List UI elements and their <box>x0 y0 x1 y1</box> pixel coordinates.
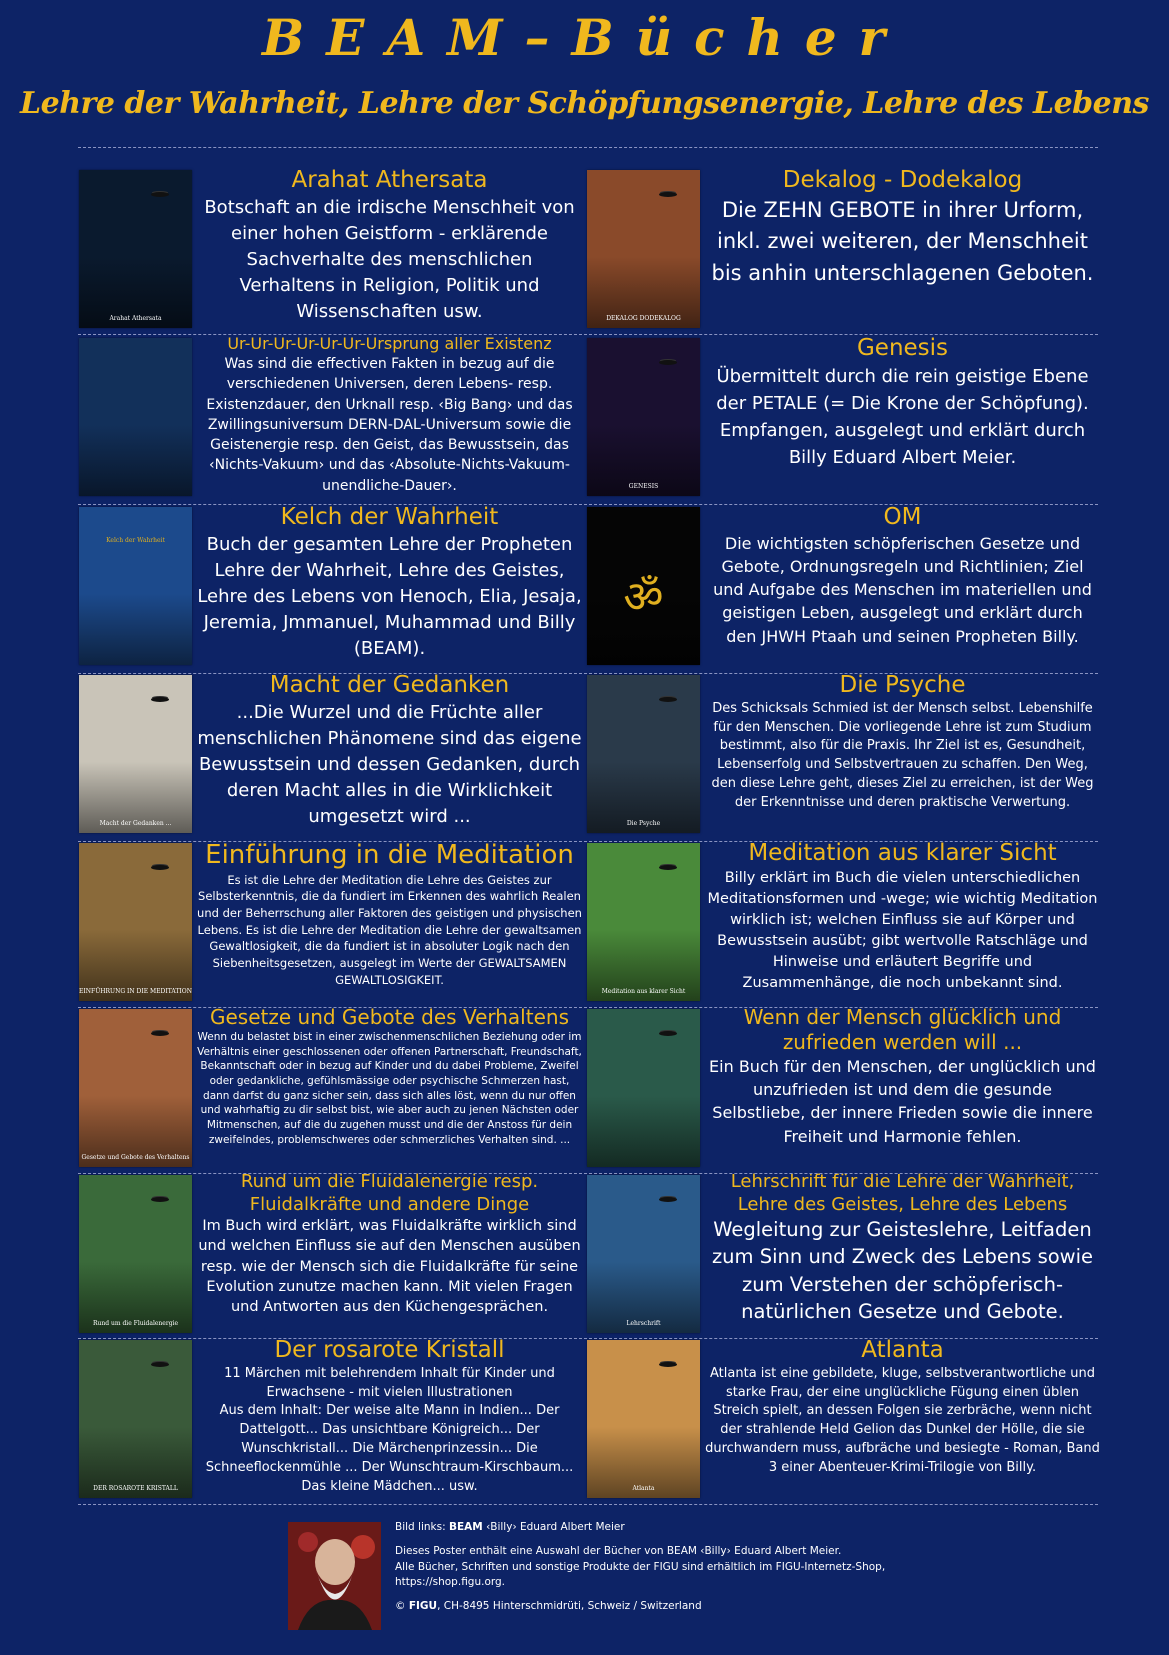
book-entry <box>705 839 1100 1001</box>
author-portrait <box>288 1522 381 1630</box>
book-entry <box>197 1005 582 1167</box>
book-cover <box>79 1175 192 1333</box>
book-description: Die wichtigsten schöpferischen Gesetze und Gebote, Ordnungsregeln und Richtlinien; Ziel und Aufgabe des Menschen im materiellen und geistigen Leben, ausgelegt und erklärt durch den JHWH Ptaah und seinen Propheten Billy. <box>713 533 1092 646</box>
shop-link[interactable]: https://shop.figu.org. <box>395 1576 506 1589</box>
poster-title: BEAM–Bücher <box>261 8 908 67</box>
book-entry <box>197 166 582 328</box>
book-description: Wenn du belastet bist in einer zwischenmenschlichen Beziehung oder im Verhältnis einer geschlossenen oder offenen Partnerschaft, Freundschaft, Bekanntschaft oder in bezug auf Kinder und du dabei Probleme, Zweifel oder gedankliche, gefühlsmässige oder psychische Schmerzen hast, dann darfst du ganz sicher sein, dass sich alles löst, wenn du nur offen und wahrhaftig zu dir selbst bist, wie aber auch zu jenen Nächsten oder Mitmenschen, auf die du zugehen musst und die der Anstoss für dein zweifelndes, problemschweres oder schmerzliches Verhalten sind. ... <box>197 1031 582 1146</box>
divider <box>78 1338 1098 1339</box>
ufo-icon <box>659 697 677 702</box>
book-title: Atlanta <box>861 1337 944 1363</box>
cover-caption: ॐ <box>623 572 664 623</box>
book-cover <box>79 843 192 1001</box>
book-cover <box>587 170 700 328</box>
book-description: Atlanta ist eine gebildete, kluge, selbstverantwortliche und starke Frau, der eine unglückliche Fügung einen üblen Streich spielt, an dessen Folgen sie zerbräche, wenn nicht der strahlende Held Gelion das Dunkel der Hölle, die sie durchwandern muss, aufbräche und besiegte - Roman, Band 3 einer Abenteuer-Krimi-Trilogie von Billy. <box>705 1365 1100 1475</box>
book-description: Buch der gesamten Lehre der Propheten Lehre der Wahrheit, Lehre des Geistes, Lehre des Lebens von Henoch, Elia, Jesaja, Jeremia, Jmmanuel, Muhammad und Billy (BEAM). <box>197 533 582 660</box>
book-description: Es ist die Lehre der Meditation die Lehre des Geistes zur Selbsterkenntnis, die da fundiert im Erkennen des wahrlich Realen und der Beherrschung aller Faktoren des geistigen und physischen Lebens. Es ist die Lehre der Meditation die Lehre der gewaltsamen Gewaltlosigkeit, die da fundiert ist in absoluter Logik nach den Siebenheitsgesetzen, ausgelegt im Werte der GEWALTSAMEN GEWALTLOSIGKEIT. <box>197 872 582 987</box>
divider <box>78 1504 1098 1505</box>
cover-caption: Kelch der Wahrheit <box>106 537 165 544</box>
book-description: ...Die Wurzel und die Früchte aller menschlichen Phänomene sind das eigene Bewusstsein und dessen Gedanken, durch deren Macht alles in die Wirklichkeit umgesetzt wird ... <box>197 701 582 828</box>
cover-caption: Die Psyche <box>626 820 661 827</box>
cover-caption: Meditation aus klarer Sicht <box>601 988 686 995</box>
ufo-icon <box>659 1197 677 1202</box>
ufo-icon <box>659 865 677 870</box>
book-description: Übermittelt durch die rein geistige Ebene der PETALE (= Die Krone der Schöpfung). Empfangen, ausgelegt und erklärt durch Billy Eduard Albert Meier. <box>716 365 1089 468</box>
book-title: Macht der Gedanken <box>269 672 510 698</box>
ufo-icon <box>659 1031 677 1036</box>
divider <box>78 147 1098 148</box>
book-cover <box>587 1009 700 1167</box>
book-title: Arahat Athersata <box>291 167 488 193</box>
ufo-icon <box>151 192 169 197</box>
cover-caption: DEKALOG DODEKALOG <box>606 315 681 322</box>
divider <box>78 1173 1098 1174</box>
cover-caption: Macht der Gedanken ... <box>99 820 172 827</box>
book-entry <box>705 166 1100 328</box>
divider <box>78 1007 1098 1008</box>
book-cover <box>587 338 700 496</box>
ufo-icon <box>151 1031 169 1036</box>
ufo-icon <box>659 192 677 197</box>
cover-caption: GENESIS <box>628 483 659 490</box>
poster-subtitle: Lehre der Wahrheit, Lehre der Schöpfungsenergie, Lehre des Lebens <box>20 86 1149 121</box>
book-description: Ein Buch für den Menschen, der unglücklich und unzufrieden ist und dem die gesunde Selbstliebe, der innere Frieden sowie die innere Freiheit und Harmonie fehlen. <box>709 1057 1096 1146</box>
book-cover <box>79 507 192 665</box>
book-title: Dekalog - Dodekalog <box>782 167 1023 193</box>
book-title: Gesetze und Gebote des Verhaltens <box>210 1005 569 1029</box>
book-title: Lehrschrift für die Lehre der Wahrheit, Lehre des Geistes, Lehre des Lebens <box>730 1171 1075 1215</box>
cover-caption: Lehrschrift <box>626 1320 661 1327</box>
book-description: Was sind die effectiven Fakten in bezug auf die verschiedenen Universen, deren Lebens- resp. Existenzdauer, den Urknall resp. ‹Big Bang› und das Zwillingsuniversum DERN-DAL-Universum sowie die Geistenergie resp. den Geist, das Bewusstsein, das ‹Nichts-Vakuum› und das ‹Absolute-Nichts-Vakuum-unendliche-Dauer›. <box>206 356 573 494</box>
divider <box>78 673 1098 674</box>
divider <box>78 334 1098 335</box>
cover-caption: Gesetze und Gebote des Verhaltens <box>81 1154 190 1161</box>
book-entry <box>197 671 582 835</box>
book-cover <box>587 675 700 833</box>
ufo-icon <box>151 1197 169 1202</box>
book-title: Die Psyche <box>839 672 966 698</box>
book-title: Genesis <box>856 335 949 361</box>
cover-caption: DER ROSAROTE KRISTALL <box>93 1485 178 1492</box>
book-cover <box>79 1009 192 1167</box>
cover-caption: Arahat Athersata <box>109 315 162 322</box>
book-title: Wenn der Mensch glücklich und zufrieden werden will ... <box>743 1005 1062 1054</box>
book-cover <box>79 338 192 496</box>
ufo-icon <box>659 360 677 365</box>
book-title: Der rosarote Kristall <box>274 1337 505 1363</box>
footer-line-2: Alle Bücher, Schriften und sonstige Produkte der FIGU sind erhältlich im FIGU-Internetz-Shop, <box>395 1560 886 1573</box>
book-title: Kelch der Wahrheit <box>280 504 499 530</box>
book-entry <box>197 1171 582 1332</box>
book-cover <box>587 507 700 665</box>
footer-line-1: Dieses Poster enthält eine Auswahl der Bücher von BEAM ‹Billy› Eduard Albert Meier. <box>395 1544 842 1557</box>
book-cover <box>79 1340 192 1498</box>
book-cover <box>79 675 192 833</box>
ufo-icon <box>659 1362 677 1367</box>
book-title: Rund um die Fluidalenergie resp. Fluidalkräfte und andere Dinge <box>240 1171 539 1215</box>
book-description: Wegleitung zur Geisteslehre, Leitfaden zum Sinn und Zweck des Lebens sowie zum Verstehen der schöpferisch-natürlichen Gesetze und Gebote. <box>711 1218 1094 1323</box>
book-title: Ur-Ur-Ur-Ur-Ur-Ur-Ursprung aller Existenz <box>227 334 552 353</box>
book-description: Billy erklärt im Buch die vielen unterschiedlichen Meditationsformen und -wege; wie wichtig Meditation wirklich ist; welchen Einfluss sie auf Körper und Bewusstsein ausübt; gibt wertvolle Ratschläge und Hinweise und erläutert Begriffe und Zusammenhänge, die noch unbekannt sind. <box>707 869 1098 991</box>
book-cover <box>79 170 192 328</box>
cover-caption: Atlanta <box>632 1485 655 1492</box>
book-description: Die ZEHN GEBOTE in ihrer Urform, inkl. zwei weiteren, der Menschheit bis anhin unterschlagenen Geboten. <box>711 197 1094 285</box>
footer: Bild links: BEAM ‹Billy› Eduard Albert Meier Dieses Poster enthält eine Auswahl der Bücher von BEAM ‹Billy› Eduard Albert Meier. Alle Bücher, Schriften und sonstige Produkte der FIGU sind erhältlich im FIGU-Internetz-Shop, https://shop.figu.org. © FIGU, CH-8495 Hinterschmidrüti, Schweiz / Switzerland <box>395 1521 886 1612</box>
book-entry <box>705 503 1100 667</box>
book-title: Meditation aus klarer Sicht <box>748 840 1057 866</box>
book-description: Botschaft an die irdische Menschheit von einer hohen Geistform - erklärende Sachverhalte des menschlichen Verhaltens in Religion, Politik und Wissenschaften usw. <box>204 196 575 323</box>
book-title: OM <box>883 504 922 530</box>
book-entry <box>705 671 1100 835</box>
book-entry <box>705 1171 1100 1332</box>
book-entry <box>197 839 582 1001</box>
book-entry <box>705 1005 1100 1167</box>
ufo-icon <box>151 865 169 870</box>
ufo-icon <box>151 697 169 702</box>
book-entry <box>197 503 582 667</box>
book-description: 11 Märchen mit belehrendem Inhalt für Kinder und Erwachsene - mit vielen Illustrationen Aus dem Inhalt: Der weise alte Mann in Indien... Der Dattelgott... Das unsichtbare Königreich... Der Wunschkristall... Die Märchenprinzessin... Die Schneeflockenmühle ... Der Wunschtraum-Kirschbaum... Das kleine Mädchen... usw. <box>205 1365 574 1494</box>
book-entry <box>705 1336 1100 1498</box>
book-description: Im Buch wird erklärt, was Fluidalkräfte wirklich sind und welchen Einfluss sie auf den Menschen ausüben resp. wie der Mensch sich die Fluidalkräfte für seine Evolution zunutze machen kann. Mit vielen Fragen und Antworten aus den Küchengesprächen. <box>198 1218 581 1316</box>
divider <box>78 841 1098 842</box>
ufo-icon <box>151 1362 169 1367</box>
book-entry <box>197 1336 582 1498</box>
divider <box>78 504 1098 505</box>
book-description: Des Schicksals Schmied ist der Mensch selbst. Lebenshilfe für den Menschen. Die vorliegende Lehre ist zum Studium bestimmt, also für die Praxis. Ihr Ziel ist es, Gesundheit, Lebenserfolg und Selbstvertrauen zu schaffen. Den Weg, den diese Lehre geht, dieses Ziel zu erreichen, ist der Weg der Erkenntnisse und deren praktische Verwertung. <box>711 700 1094 810</box>
book-cover <box>587 1340 700 1498</box>
cover-caption: EINFÜHRUNG IN DIE MEDITATION <box>79 988 192 995</box>
book-title: Einführung in die Meditation <box>205 840 574 870</box>
book-entry <box>197 334 582 498</box>
book-entry <box>705 334 1100 498</box>
book-cover <box>587 1175 700 1333</box>
cover-caption: Rund um die Fluidalenergie <box>92 1320 179 1327</box>
book-cover <box>587 843 700 1001</box>
